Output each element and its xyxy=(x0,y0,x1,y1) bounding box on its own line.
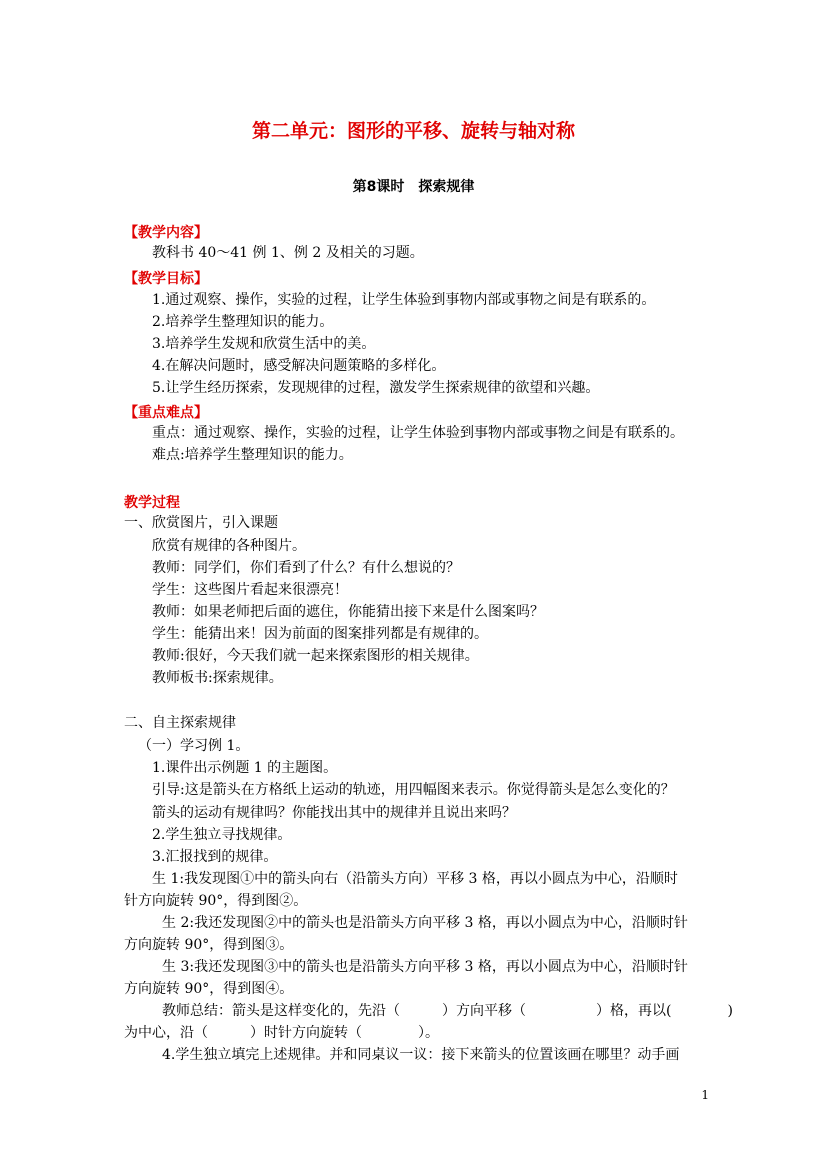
content-text: 教科书 40～41 例 1、例 2 及相关的习题。 xyxy=(152,245,424,261)
part1-line: 教师:很好，今天我们就一起来探索图形的相关规律。 xyxy=(152,648,479,664)
part2-line: 生 2:我还发现图②中的箭头也是沿箭头方向平移 3 格，再以小圆点为中心，沿顺时针 xyxy=(162,915,688,931)
part2-line: 生 3:我还发现图③中的箭头也是沿箭头方向平移 3 格，再以小圆点为中心，沿顺时针 xyxy=(162,959,688,975)
part2-title: 二、自主探索规律 xyxy=(124,715,236,731)
part2-line: 3.汇报找到的规律。 xyxy=(152,849,278,865)
goal-item: 3.培养学生发规和欣赏生活中的美。 xyxy=(152,336,376,352)
part2-line: 为中心，沿（ ）时针方向旋转（ ）。 xyxy=(124,1025,439,1041)
part1-line: 教师：如果老师把后面的遮住，你能猜出接下来是什么图案吗？ xyxy=(152,604,544,620)
part2-line: 针方向旋转 90°，得到图②。 xyxy=(124,893,308,909)
content-heading: 【教学内容】 xyxy=(124,225,208,241)
key-points-heading: 【重点难点】 xyxy=(124,405,208,421)
part2-subtitle: （一）学习例 1。 xyxy=(138,738,250,754)
part1-line: 教师：同学们，你们看到了什么？有什么想说的？ xyxy=(152,560,460,576)
goal-item: 4.在解决问题时，感受解决问题策略的多样化。 xyxy=(152,358,446,374)
lesson-subtitle: 第8课时 探索规律 xyxy=(352,179,475,195)
key-point-item: 重点：通过观察、操作，实验的过程，让学生体验到事物内部或事物之间是有联系的。 xyxy=(152,425,684,441)
page-number: 1 xyxy=(701,1088,709,1102)
part1-line: 教师板书:探索规律。 xyxy=(152,670,283,686)
part1-line: 学生：这些图片看起来很漂亮！ xyxy=(152,582,348,598)
part1-title: 一、欣赏图片，引入课题 xyxy=(124,515,278,531)
goals-heading: 【教学目标】 xyxy=(124,271,208,287)
goal-item: 2.培养学生整理知识的能力。 xyxy=(152,314,334,330)
part2-line: 1.课件出示例题 1 的主题图。 xyxy=(152,760,338,776)
document-title: 第二单元：图形的平移、旋转与轴对称 xyxy=(251,120,575,142)
process-heading: 教学过程 xyxy=(124,495,180,511)
part1-line: 欣赏有规律的各种图片。 xyxy=(152,538,306,554)
part2-line: 方向旋转 90°，得到图③。 xyxy=(124,937,294,953)
part1-line: 学生：能猜出来！因为前面的图案排列都是有规律的。 xyxy=(152,626,488,642)
part2-line: 引导:这是箭头在方格纸上运动的轨迹，用四幅图来表示。你觉得箭头是怎么变化的？ xyxy=(152,782,675,798)
goal-item: 5.让学生经历探索，发现规律的过程，激发学生探索规律的欲望和兴趣。 xyxy=(152,380,600,396)
part2-line: 方向旋转 90°，得到图④。 xyxy=(124,981,294,997)
key-point-item: 难点:培养学生整理知识的能力。 xyxy=(152,447,353,463)
part2-line: 箭头的运动有规律吗？你能找出其中的规律并且说出来吗？ xyxy=(152,805,516,821)
part2-line: 4.学生独立填完上述规律。并和同桌议一议：接下来箭头的位置该画在哪里？动手画 xyxy=(162,1047,680,1063)
part2-line: 生 1:我发现图①中的箭头向右（沿箭头方向）平移 3 格，再以小圆点为中心，沿顺时 xyxy=(152,871,678,887)
part2-line: 2.学生独立寻找规律。 xyxy=(152,827,292,843)
goal-item: 1.通过观察、操作，实验的过程，让学生体验到事物内部或事物之间是有联系的。 xyxy=(152,292,656,308)
part2-line: 教师总结：箭头是这样变化的，先沿（ ）方向平移（ ）格，再以( ) xyxy=(162,1003,733,1019)
